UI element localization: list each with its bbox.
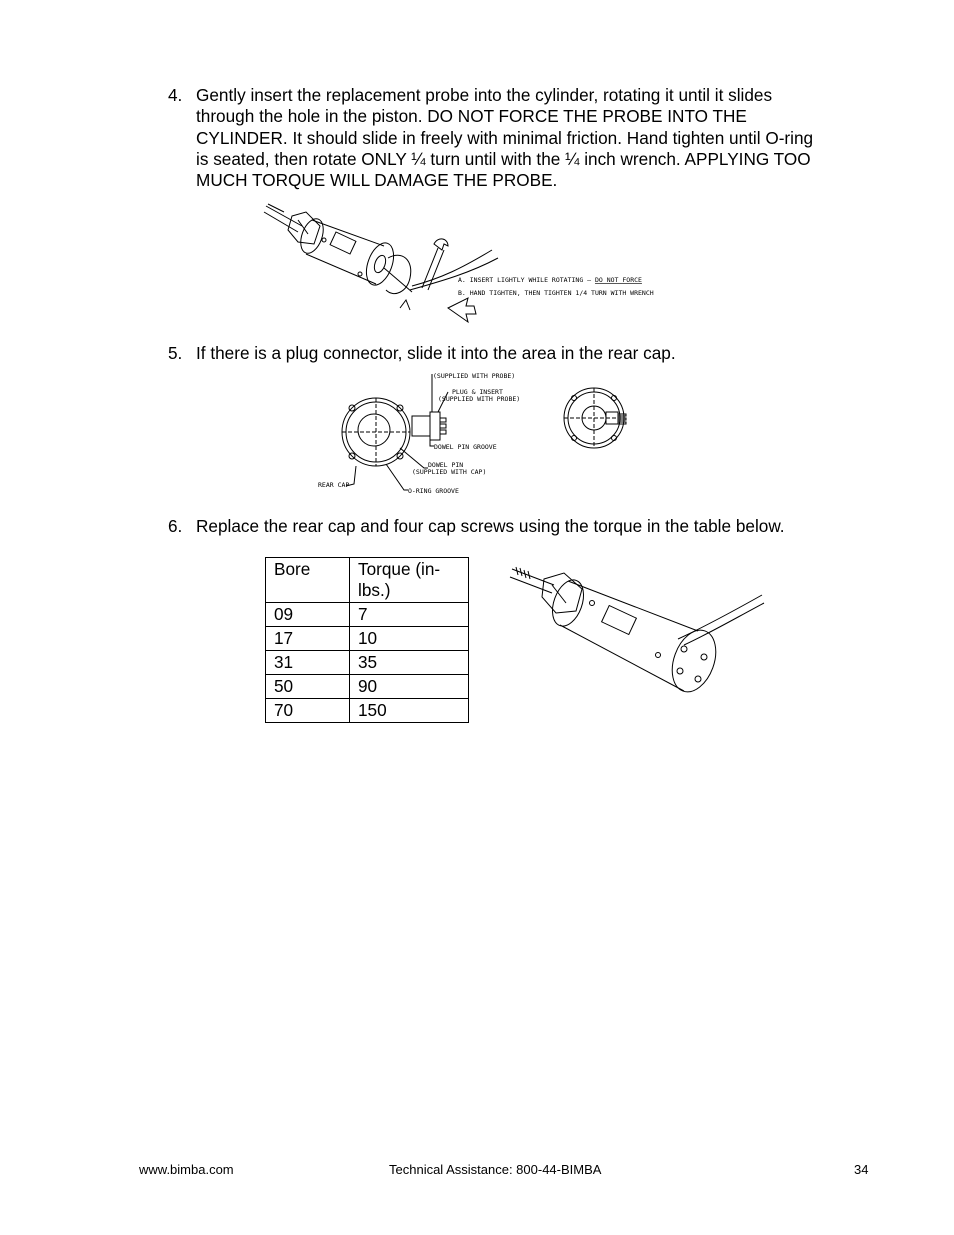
dowel-pin-groove-label: DOWEL PIN GROOVE [434, 443, 497, 451]
table-row [266, 675, 469, 699]
table-row [266, 699, 469, 723]
step-text: If there is a plug connector, slide it into the area in the rear cap. [196, 343, 676, 363]
plug-insert-label: PLUG & INSERT [452, 388, 503, 396]
step-number: 6. [168, 516, 183, 536]
rear-cap-label: REAR CAP [318, 481, 350, 489]
o-ring-groove-label: O-RING GROOVE [408, 487, 459, 495]
step-5 [168, 343, 828, 364]
step-6 [168, 516, 828, 537]
probe-supplied-label: (SUPPLIED WITH PROBE) [433, 372, 516, 380]
table-cell: 35 [350, 651, 469, 675]
footer-assistance: Technical Assistance: 800-44-BIMBA [389, 1162, 602, 1177]
footer-website: www.bimba.com [139, 1162, 234, 1177]
figure1-label-b: B. HAND TIGHTEN, THEN TIGHTEN 1/4 TURN WITH WRENCH [458, 289, 654, 297]
table-cell: 90 [350, 675, 469, 699]
dowel-pin-label: DOWEL PIN [428, 461, 464, 469]
table-cell: 10 [350, 627, 469, 651]
figure1-label-a: A. INSERT LIGHTLY WHILE ROTATING – [458, 276, 592, 284]
step-4 [168, 85, 828, 191]
column-header: Bore [266, 558, 350, 603]
svg-text:A. INSERT LIGHTLY WHILE ROTATI [458, 276, 642, 284]
step-text: Replace the rear cap and four cap screws using the torque in the table below. [196, 516, 785, 536]
torque-table [265, 557, 469, 723]
column-header: Torque (in-lbs.) [350, 558, 469, 603]
probe-insertion-figure [262, 198, 702, 328]
table-row [266, 603, 469, 627]
table-header-row [266, 558, 469, 603]
table-cell: 70 [266, 699, 350, 723]
dowel-pin-supplied-label: (SUPPLIED WITH CAP) [412, 468, 487, 476]
table-row [266, 627, 469, 651]
assembled-cylinder-figure [508, 555, 768, 700]
table-cell: 09 [266, 603, 350, 627]
plug-supplied-label: (SUPPLIED WITH PROBE) [438, 395, 521, 403]
table-cell: 50 [266, 675, 350, 699]
table-cell: 17 [266, 627, 350, 651]
rear-cap-figure [316, 366, 656, 500]
step-number: 4. [168, 85, 183, 105]
figure1-label-a-emphasis: DO NOT FORCE [594, 276, 642, 284]
table-cell: 150 [350, 699, 469, 723]
table-cell: 7 [350, 603, 469, 627]
table-row [266, 651, 469, 675]
table-cell: 31 [266, 651, 350, 675]
step-text: Gently insert the replacement probe into the cylinder, rotating it until it slides through the hole in the piston. DO NOT FORCE THE PROBE INTO THE CYLINDER. It should slide in freely with minimal friction. Hand tighten until O-ring is seated, then rotate ONLY ¼ turn until with the ¼ inch wrench. APPLYING TOO MUCH TORQUE WILL DAMAGE THE PROBE. [196, 85, 814, 191]
page-number: 34 [854, 1162, 869, 1177]
step-number: 5. [168, 343, 183, 363]
